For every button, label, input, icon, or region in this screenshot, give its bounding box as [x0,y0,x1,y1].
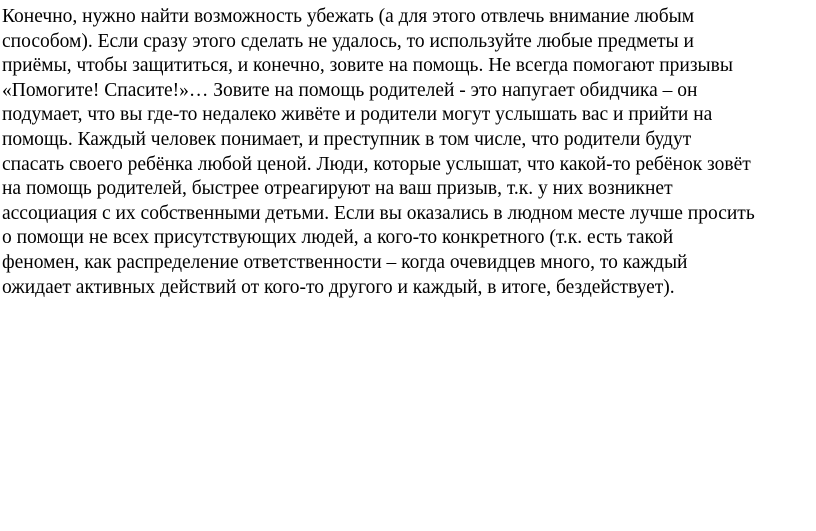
text-line-4: «Помогите! Спасите!»… Зовите на помощь родителей - это напугает обидчика – он [2,79,698,101]
text-line-3: приёмы, чтобы защититься, и конечно, зовите на помощь. Не всегда помогают призывы [2,55,733,77]
text-line-11: феномен, как распределение ответственности – когда очевидцев много, то каждый [2,251,688,273]
text-line-9: ассоциация с их собственными детьми. Если вы оказались в людном месте лучше просить [2,202,755,224]
text-line-10: о помощи не всех присутствующих людей, а кого-то конкретного (т.к. есть такой [2,227,674,249]
paragraph [2,5,814,300]
text-line-1: Конечно, нужно найти возможность убежать (а для этого отвлечь внимание любым [2,6,695,27]
text-line-2: способом). Если сразу этого сделать не удалось, то используйте любые предметы и [2,30,694,52]
text-line-7: спасать своего ребёнка любой ценой. Люди, которые услышат, что какой-то ребёнок зовёт [2,153,751,175]
text-line-8: на помощь родителей, быстрее отреагируют на ваш призыв, т.к. у них возникнет [2,178,673,200]
text-line-6: помощь. Каждый человек понимает, и преступник в том числе, что родители будут [2,128,692,150]
text-line-5: подумает, что вы где-то недалеко живёте и родители могут услышать вас и прийти на [2,104,713,126]
text-line-12: ожидает активных действий от кого-то другого и каждый, в итоге, бездействует). [2,276,675,298]
